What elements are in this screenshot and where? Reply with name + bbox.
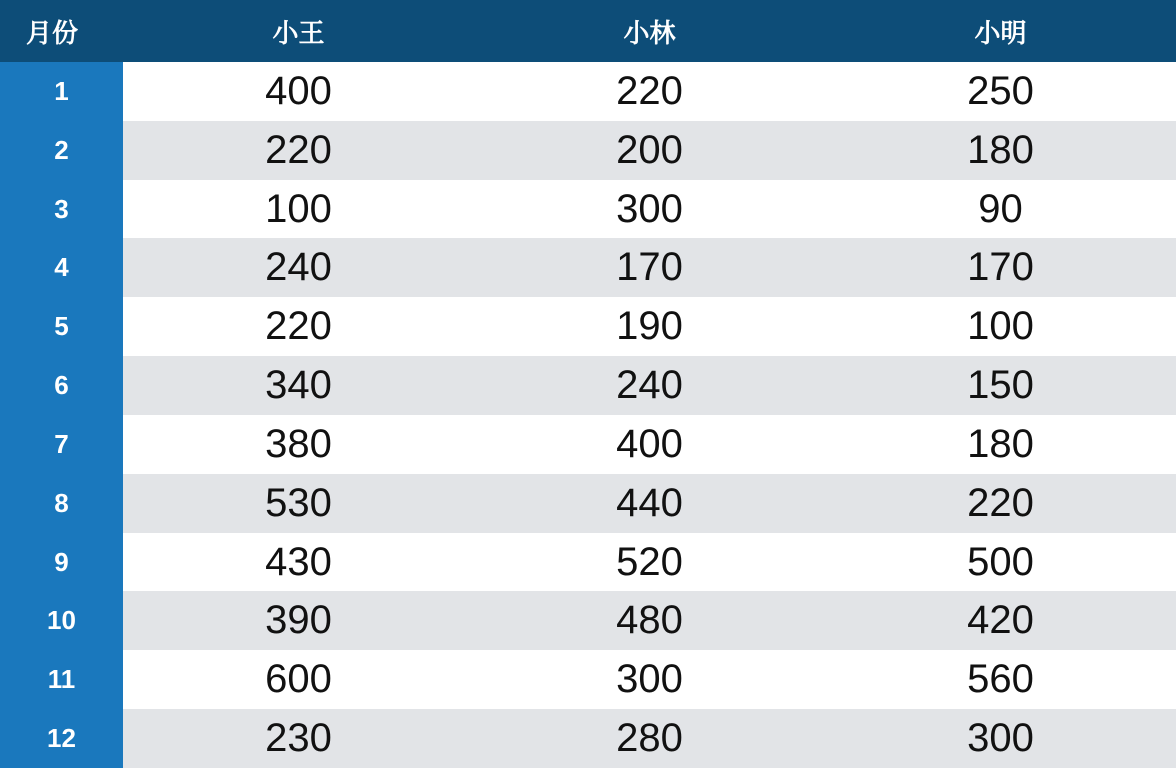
month-cell: 4 [0,238,123,297]
data-cell-xiaoming: 420 [967,598,1034,643]
table-row [0,297,1176,356]
data-cell-xiaolin: 170 [616,245,683,290]
month-cell: 3 [0,180,123,239]
data-cell-xiaowang: 220 [265,127,332,172]
data-cell-xiaolin: 280 [616,716,683,761]
table-row [0,238,1176,297]
month-cell: 2 [0,121,123,180]
data-cell-xiaowang: 230 [265,716,332,761]
table-body [0,62,1176,768]
month-cell: 1 [0,62,123,121]
data-cell-xiaolin: 440 [616,480,683,525]
data-cell-xiaowang: 220 [265,304,332,349]
month-cell: 5 [0,297,123,356]
data-cell-xiaolin: 190 [616,304,683,349]
data-cell-xiaolin: 220 [616,68,683,113]
data-cell-xiaoming: 300 [967,716,1034,761]
month-cell: 12 [0,709,123,768]
header-cell-xiaolin: 小林 [623,17,676,48]
table-header-row [0,0,1176,62]
header-cell-xiaowang: 小王 [272,17,325,48]
month-cell: 6 [0,356,123,415]
data-cell-xiaowang: 100 [265,186,332,231]
table-row [0,180,1176,239]
data-cell-xiaowang: 530 [265,480,332,525]
data-cell-xiaolin: 520 [616,539,683,584]
table-row [0,533,1176,592]
data-cell-xiaowang: 600 [265,657,332,702]
data-cell-xiaowang: 390 [265,598,332,643]
table-row [0,591,1176,650]
month-cell: 10 [0,591,123,650]
data-cell-xiaoming: 180 [967,421,1034,466]
data-cell-xiaolin: 480 [616,598,683,643]
month-cell: 11 [0,650,123,709]
header-cell-xiaoming: 小明 [974,17,1027,48]
data-cell-xiaoming: 170 [967,245,1034,290]
month-cell: 9 [0,533,123,592]
data-cell-xiaolin: 400 [616,421,683,466]
data-cell-xiaowang: 380 [265,421,332,466]
data-cell-xiaowang: 340 [265,363,332,408]
data-cell-xiaoming: 250 [967,68,1034,113]
data-cell-xiaoming: 500 [967,539,1034,584]
data-cell-xiaoming: 220 [967,480,1034,525]
table-row [0,474,1176,533]
table-row [0,121,1176,180]
data-cell-xiaoming: 180 [967,127,1034,172]
data-cell-xiaoming: 100 [967,304,1034,349]
data-cell-xiaolin: 300 [616,186,683,231]
data-cell-xiaolin: 200 [616,127,683,172]
table-row [0,356,1176,415]
month-cell: 7 [0,415,123,474]
data-cell-xiaolin: 300 [616,657,683,702]
data-cell-xiaolin: 240 [616,363,683,408]
data-cell-xiaoming: 90 [978,186,1023,231]
data-cell-xiaowang: 400 [265,68,332,113]
month-cell: 8 [0,474,123,533]
header-cell-month: 月份 [26,17,79,48]
table-row [0,709,1176,768]
table-row [0,62,1176,121]
data-cell-xiaowang: 430 [265,539,332,584]
data-cell-xiaoming: 560 [967,657,1034,702]
table-row [0,650,1176,709]
data-cell-xiaowang: 240 [265,245,332,290]
data-cell-xiaoming: 150 [967,363,1034,408]
table-row [0,415,1176,474]
